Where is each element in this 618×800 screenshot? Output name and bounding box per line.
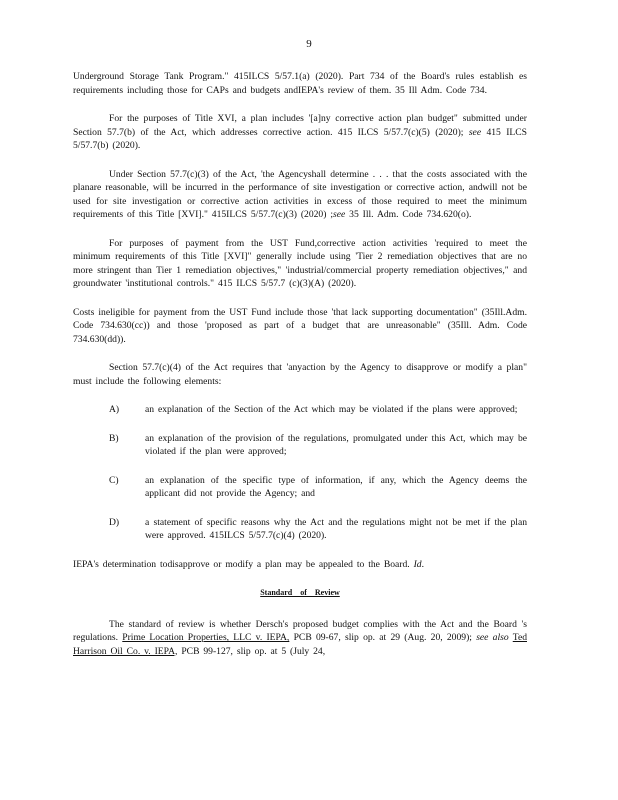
case-citation: Prime Location Properties, LLC v. IEPA, — [122, 632, 290, 643]
list-item-text: an explanation of the provision of the regulations, promulgated under this Act, which may be violated if the plan were approved; — [145, 432, 527, 457]
see-signal: see — [333, 209, 346, 220]
list-item — [73, 516, 527, 543]
list-item-text: an explanation of the Section of the Act which may be violated if the plans were approved; — [145, 404, 518, 415]
list-item — [73, 403, 527, 417]
paragraph-standard-of-review: The standard of review is whether Dersch's proposed budget complies with the Act and the Board 's regulations. Prime Location Properties, LLC v. IEPA, PCB 09-67, slip op. at 29 (Aug. 20, 2009); see also Ted Harrison Oil Co. v. IEPA, PCB 99-127, slip op. at 5 (July 24, — [73, 618, 527, 657]
list-item — [73, 432, 527, 459]
document-body — [73, 70, 527, 673]
list-item-label: B) — [109, 432, 119, 444]
list-item-label: D) — [109, 516, 120, 528]
paragraph-payment-purposes: For purposes of payment from the UST Fund,corrective action activities 'required to meet the minimum requirements of this Title [XVI]" generally include using 'Tier 2 remediation objectives that are no more stringent than Tier 1 remediation objectives," 'industrial/commercial property remediation objectives," and groundwater 'institutional controls." 415 ILCS 5/57.7 (c)(3)(A) (2020). — [73, 237, 527, 289]
list-item-label: A) — [109, 404, 120, 415]
paragraph-plan-definition: For the purposes of Title XVI, a plan includes '[a]ny corrective action plan budget" submitted under Section 57.7(b) of the Act, which addresses corrective action. 415 ILCS 5/57.7(c)(5) (2020); see 415 ILCS 5/57.7(b) (2020). — [73, 113, 527, 151]
list-item-text: a statement of specific reasons why the Act and the regulations might not be met if the plan were approved. 415ILCS 5/57.7(c)(4) (2020). — [145, 516, 527, 541]
paragraph-appeal: IEPA's determination todisapprove or modify a plan may be appealed to the Board. Id. — [73, 558, 424, 570]
page-number: 9 — [306, 38, 312, 50]
section-heading: Standard of Review — [260, 588, 340, 597]
required-elements-list — [73, 403, 527, 543]
paragraph-ineligible-costs: Costs ineligible for payment from the UST Fund include those 'that lack supporting documentation" (35Ill.Adm. Code 734.630(cc)) and those 'proposed as part of a budget that are unreasonable" (35Ill. Adm. Code 734.630(dd)). — [73, 306, 527, 345]
list-item — [73, 474, 527, 501]
paragraph-section-57-7-c-3: Under Section 57.7(c)(3) of the Act, 'the Agencyshall determine . . . that the costs associated with the planare reasonable, will be incurred in the performance of site investigation or corrective action, andwill not be used for site investigation or corrective action activities in excess of those required to meet the minimum requirements of this Title [XVI]." 415ILCS 5/57.7(c)(3) (2020) ;see 35 Ill. Adm. Code 734.620(o). — [73, 168, 527, 220]
see-also-signal: see also — [476, 632, 509, 643]
paragraph-section-57-7-c-4: Section 57.7(c)(4) of the Act requires that 'anyaction by the Agency to disapprove or modify a plan" must include the following elements: — [73, 362, 527, 387]
see-signal: see — [468, 126, 482, 138]
list-item-label: C) — [109, 474, 119, 486]
list-item-text: an explanation of the specific type of information, if any, which the Agency deems the applicant did not provide the Agency; and — [145, 474, 527, 499]
paragraph-intro: Underground Storage Tank Program." 415ILCS 5/57.1(a) (2020). Part 734 of the Board's rules establish es requirements including those for CAPs and budgets andIEPA's review of them. 35 Ill Adm. Code 734. — [73, 71, 527, 96]
id-signal: Id — [413, 558, 422, 570]
case-citation: Ted Harrison Oil Co. v. IEPA, — [73, 632, 527, 657]
